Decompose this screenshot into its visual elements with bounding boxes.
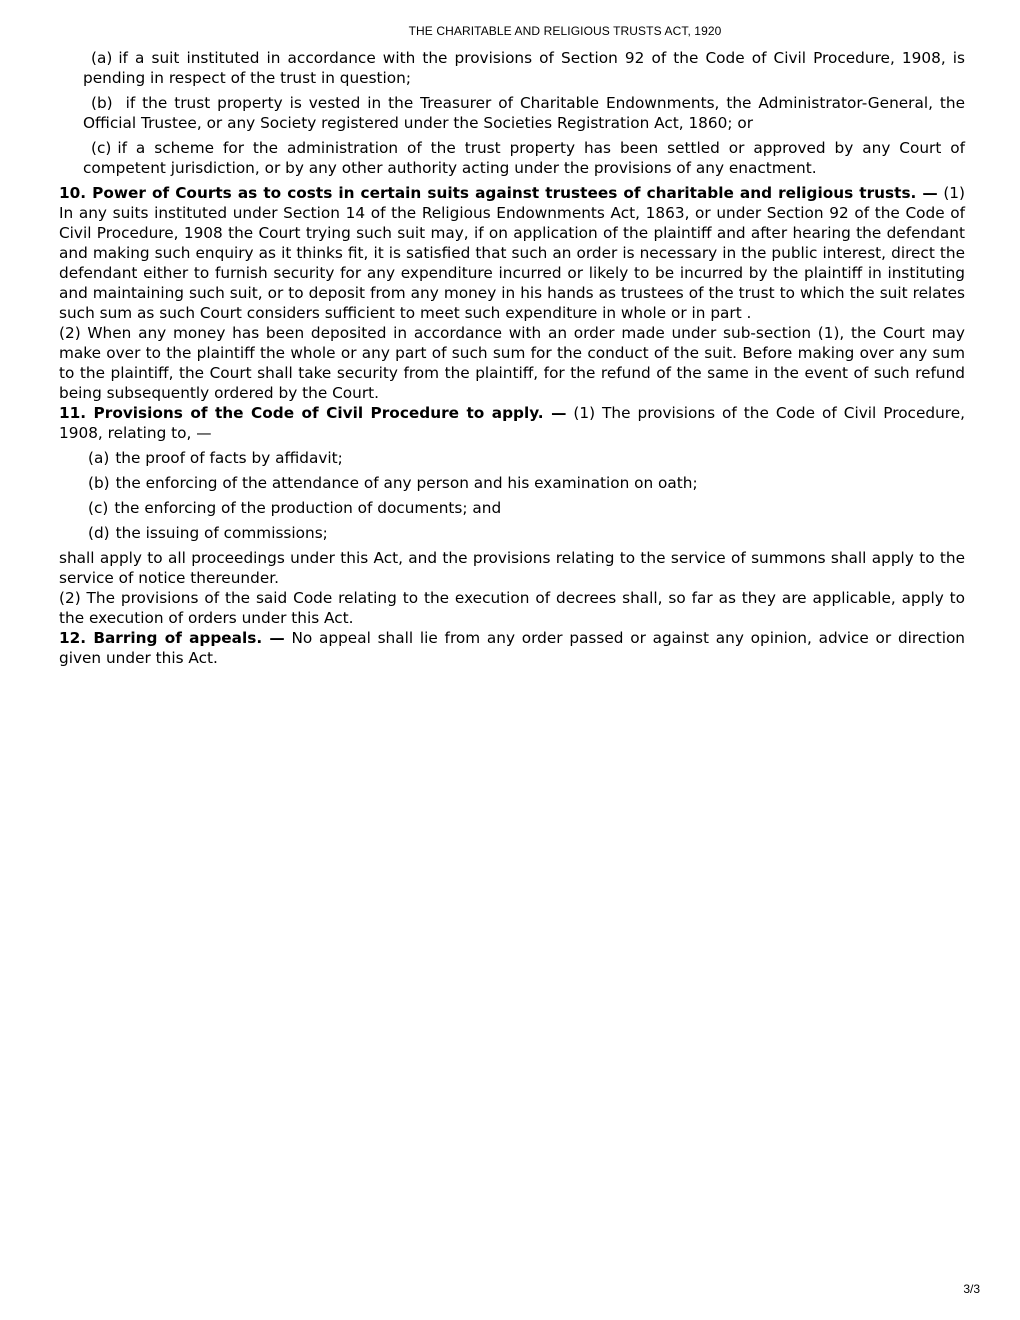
item-text: the issuing of commissions; bbox=[115, 524, 328, 542]
section-10-text: (1) In any suits instituted under Section 14 of the Religious Endownments Act, 1863, or under Section 92 of the Code of Civil Procedure, 1908 the Court trying such suit may, if on application of the plaintiff and after hearing the defendant and making such enquiry as it thinks fit, it is satisfied that such an order is necessary in the public interest, direct the defendant either to furnish security for any expenditure incurred or likely to be incurred by the plaintiff in instituting and maintaining such suit, or to deposit from any money in his hands as trustees of the trust to which the suit relates such sum as such Court considers sufficient to meet such expenditure in whole or in part . bbox=[59, 184, 965, 322]
clause-text: if a suit instituted in accordance with the provisions of Section 92 of the Code of Civil Procedure, 1908, is pending in respect of the trust in question; bbox=[83, 49, 965, 87]
section-11-paragraph-2: (2) The provisions of the said Code relating to the execution of decrees shall, so far as they are applicable, apply to the execution of orders under this Act. bbox=[59, 589, 965, 627]
section-10-heading: 10. Power of Courts as to costs in certain suits against trustees of charitable and religious trusts. — bbox=[59, 184, 938, 202]
item-label: (b) bbox=[88, 474, 110, 492]
item-label: (a) bbox=[88, 449, 110, 467]
section-10-paragraph-2: (2) When any money has been deposited in accordance with an order made under sub-section (1), the Court may make over to the plaintiff the whole or any part of such sum for the conduct of the suit. Before making over any sum to the plaintiff, the Court shall take security from the plaintiff, for the refund of the same in the event of such refund being subsequently ordered by the Court. bbox=[59, 324, 965, 402]
item-text: the enforcing of the attendance of any person and his examination on oath; bbox=[115, 474, 698, 492]
section-12-heading: 12. Barring of appeals. — bbox=[59, 629, 285, 647]
clause-text: if the trust property is vested in the Treasurer of Charitable Endownments, the Administrator-General, the Official Trustee, or any Society registered under the Societies Registration Act, 1860; or bbox=[83, 94, 965, 132]
list-item bbox=[59, 498, 965, 518]
list-item bbox=[59, 473, 965, 493]
item-text: the proof of facts by affidavit; bbox=[115, 449, 343, 467]
clause-a bbox=[59, 48, 965, 88]
section-12-text: No appeal shall lie from any order passed or against any opinion, advice or direction given under this Act. bbox=[59, 629, 966, 667]
section-12-paragraph bbox=[59, 628, 965, 668]
clause-b bbox=[59, 93, 965, 133]
section-11-heading: 11. Provisions of the Code of Civil Procedure to apply. — bbox=[59, 404, 567, 422]
section-11-list bbox=[59, 448, 965, 543]
clause-label: (a) bbox=[91, 49, 113, 67]
document-body bbox=[59, 48, 965, 668]
clause-label: (b) bbox=[91, 94, 113, 112]
section-11-text: (1) The provisions of the Code of Civil Procedure, 1908, relating to, — bbox=[59, 404, 966, 442]
clause-c bbox=[59, 138, 965, 178]
section-11-paragraph-1 bbox=[59, 403, 965, 443]
page-number: 3/3 bbox=[963, 1282, 980, 1296]
section-11-continuation: shall apply to all proceedings under this Act, and the provisions relating to the service of summons shall apply to the service of notice thereunder. bbox=[59, 549, 965, 587]
item-label: (c) bbox=[88, 499, 109, 517]
section-10-paragraph-1 bbox=[59, 183, 965, 323]
list-item bbox=[59, 523, 965, 543]
item-text: the enforcing of the production of documents; and bbox=[114, 499, 502, 517]
clause-label: (c) bbox=[91, 139, 112, 157]
clause-text: if a scheme for the administration of the trust property has been settled or approved by any Court of competent jurisdiction, or by any other authority acting under the provisions of any enactment. bbox=[83, 139, 965, 177]
running-header: THE CHARITABLE AND RELIGIOUS TRUSTS ACT, 1920 bbox=[408, 24, 722, 38]
list-item bbox=[59, 448, 965, 468]
item-label: (d) bbox=[88, 524, 110, 542]
